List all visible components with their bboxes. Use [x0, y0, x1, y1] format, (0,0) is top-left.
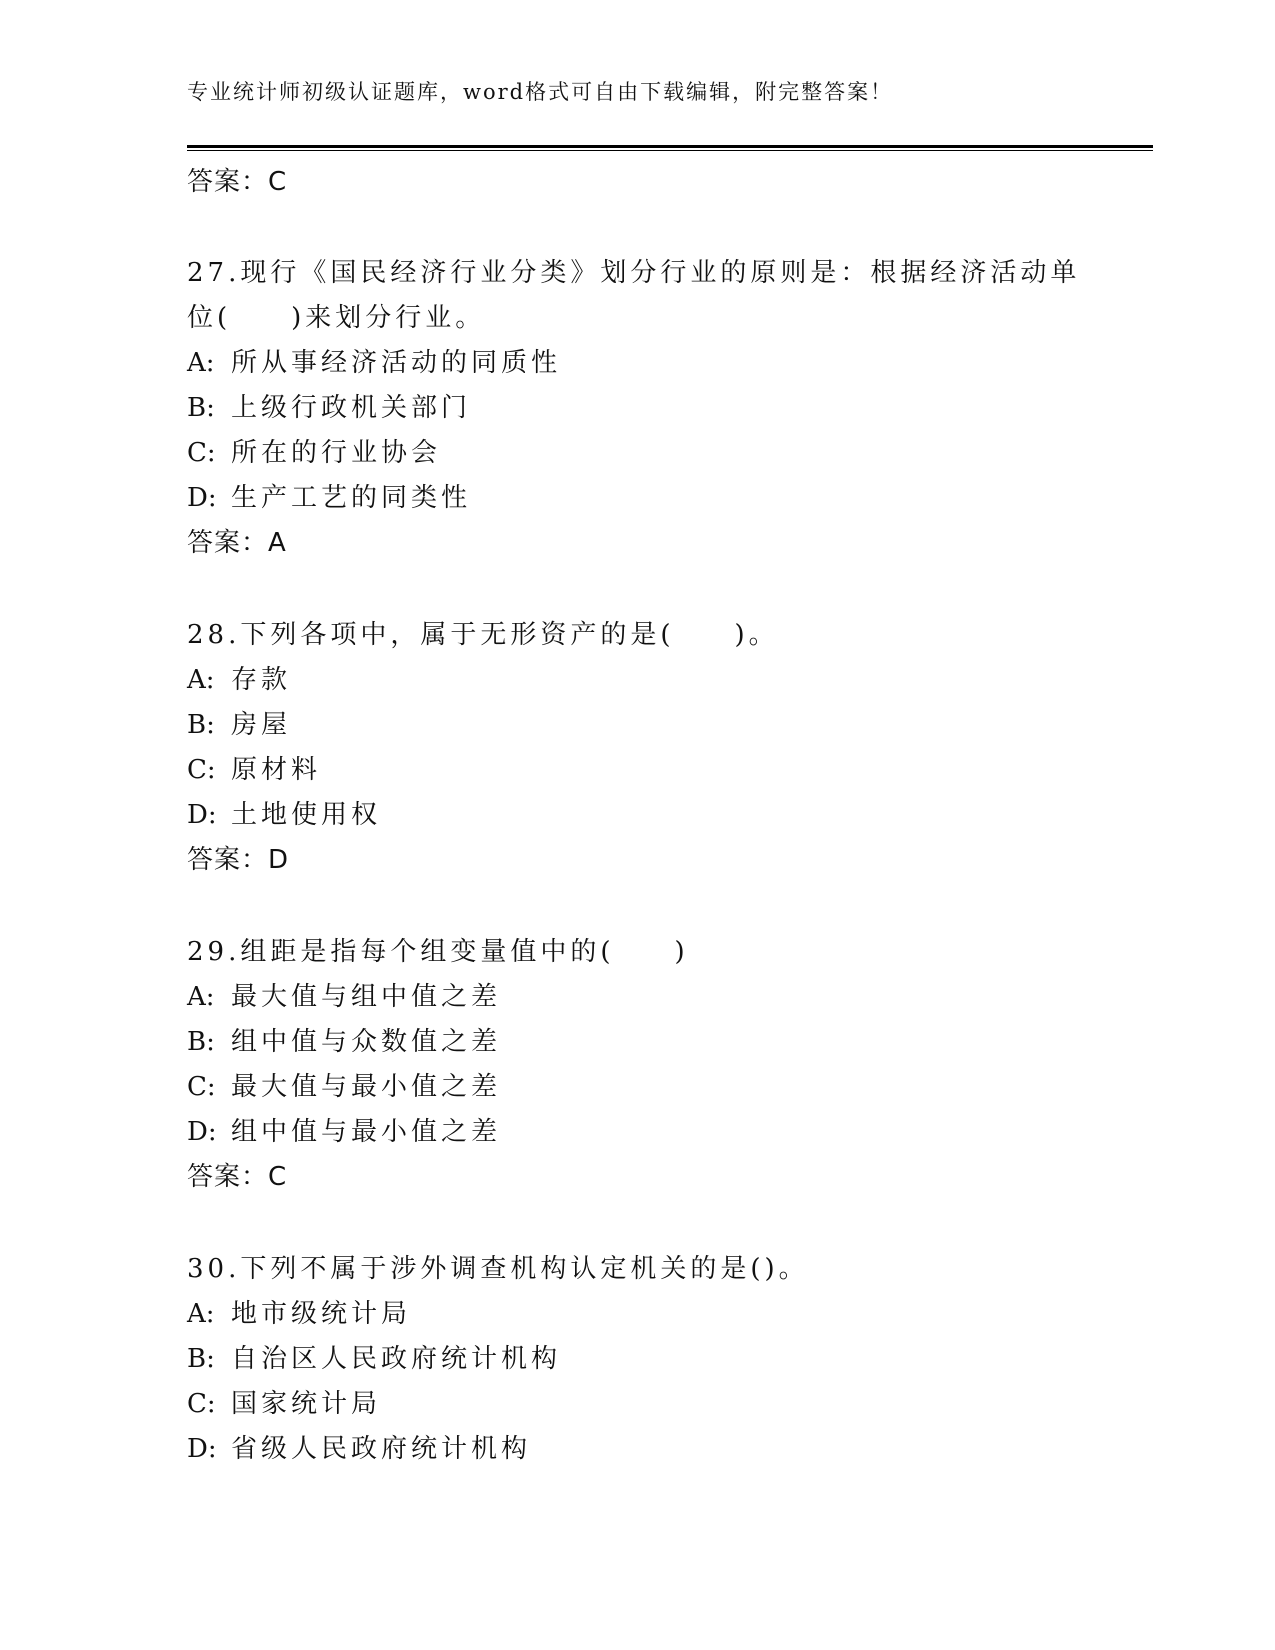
- option-key: C:: [187, 1389, 216, 1419]
- option-d: [187, 793, 1087, 838]
- question-stem: 29.组距是指每个组变量值中的( ): [187, 937, 689, 967]
- option-b: [187, 1337, 1087, 1382]
- question-27: [187, 251, 1087, 566]
- question-list: [187, 160, 1087, 1472]
- option-c: [187, 748, 1087, 793]
- header-rule-thick: [187, 145, 1153, 148]
- option-key: B:: [187, 393, 215, 423]
- question-29: [187, 930, 1087, 1200]
- option-text: 组中值与最小值之差: [231, 1117, 502, 1147]
- option-d: [187, 1110, 1087, 1155]
- option-key: B:: [187, 710, 215, 740]
- option-d: [187, 1427, 1087, 1472]
- option-b: [187, 386, 1087, 431]
- option-key: D:: [187, 483, 217, 513]
- page-header: 专业统计师初级认证题库，word格式可自由下载编辑，附完整答案！: [187, 80, 894, 104]
- option-key: B:: [187, 1027, 215, 1057]
- option-text: 省级人民政府统计机构: [231, 1434, 532, 1464]
- header-rule-thin: [187, 150, 1153, 151]
- option-c: [187, 1382, 1087, 1427]
- question-stem: 27.现行《国民经济行业分类》划分行业的原则是：根据经济活动单位( )来划分行业。: [187, 258, 1081, 333]
- option-text: 原材料: [231, 755, 322, 785]
- option-key: B:: [187, 1344, 215, 1374]
- option-text: 地市级统计局: [231, 1299, 412, 1329]
- option-text: 国家统计局: [231, 1389, 382, 1419]
- option-b: [187, 703, 1087, 748]
- option-c: [187, 1065, 1087, 1110]
- answer-line: 答案：D: [187, 845, 290, 875]
- option-key: A:: [187, 665, 215, 695]
- option-text: 房屋: [231, 710, 292, 740]
- option-a: [187, 1292, 1087, 1337]
- option-key: D:: [187, 1117, 217, 1147]
- question-stem: 30.下列不属于涉外调查机构认定机关的是()。: [187, 1254, 809, 1284]
- option-text: 最大值与最小值之差: [231, 1072, 502, 1102]
- option-text: 自治区人民政府统计机构: [231, 1344, 562, 1374]
- option-text: 所在的行业协会: [231, 438, 442, 468]
- option-text: 土地使用权: [231, 800, 382, 830]
- answer-line: 答案：C: [187, 167, 288, 197]
- option-text: 上级行政机关部门: [231, 393, 472, 423]
- question-stem: 28.下列各项中，属于无形资产的是( )。: [187, 620, 779, 650]
- question-30: [187, 1247, 1087, 1472]
- option-a: [187, 341, 1087, 386]
- option-key: C:: [187, 755, 216, 785]
- option-a: [187, 658, 1087, 703]
- option-c: [187, 431, 1087, 476]
- option-key: D:: [187, 1434, 217, 1464]
- option-text: 存款: [231, 665, 292, 695]
- option-key: D:: [187, 800, 217, 830]
- answer-line: 答案：A: [187, 528, 287, 558]
- option-a: [187, 975, 1087, 1020]
- option-key: A:: [187, 1299, 215, 1329]
- answer-line: 答案：C: [187, 1162, 288, 1192]
- option-d: [187, 476, 1087, 521]
- option-key: A:: [187, 348, 215, 378]
- option-key: C:: [187, 438, 216, 468]
- option-text: 所从事经济活动的同质性: [231, 348, 562, 378]
- option-text: 组中值与众数值之差: [231, 1027, 502, 1057]
- option-key: C:: [187, 1072, 216, 1102]
- question-28: [187, 613, 1087, 883]
- option-b: [187, 1020, 1087, 1065]
- option-text: 生产工艺的同类性: [231, 483, 472, 513]
- option-key: A:: [187, 982, 215, 1012]
- option-text: 最大值与组中值之差: [231, 982, 502, 1012]
